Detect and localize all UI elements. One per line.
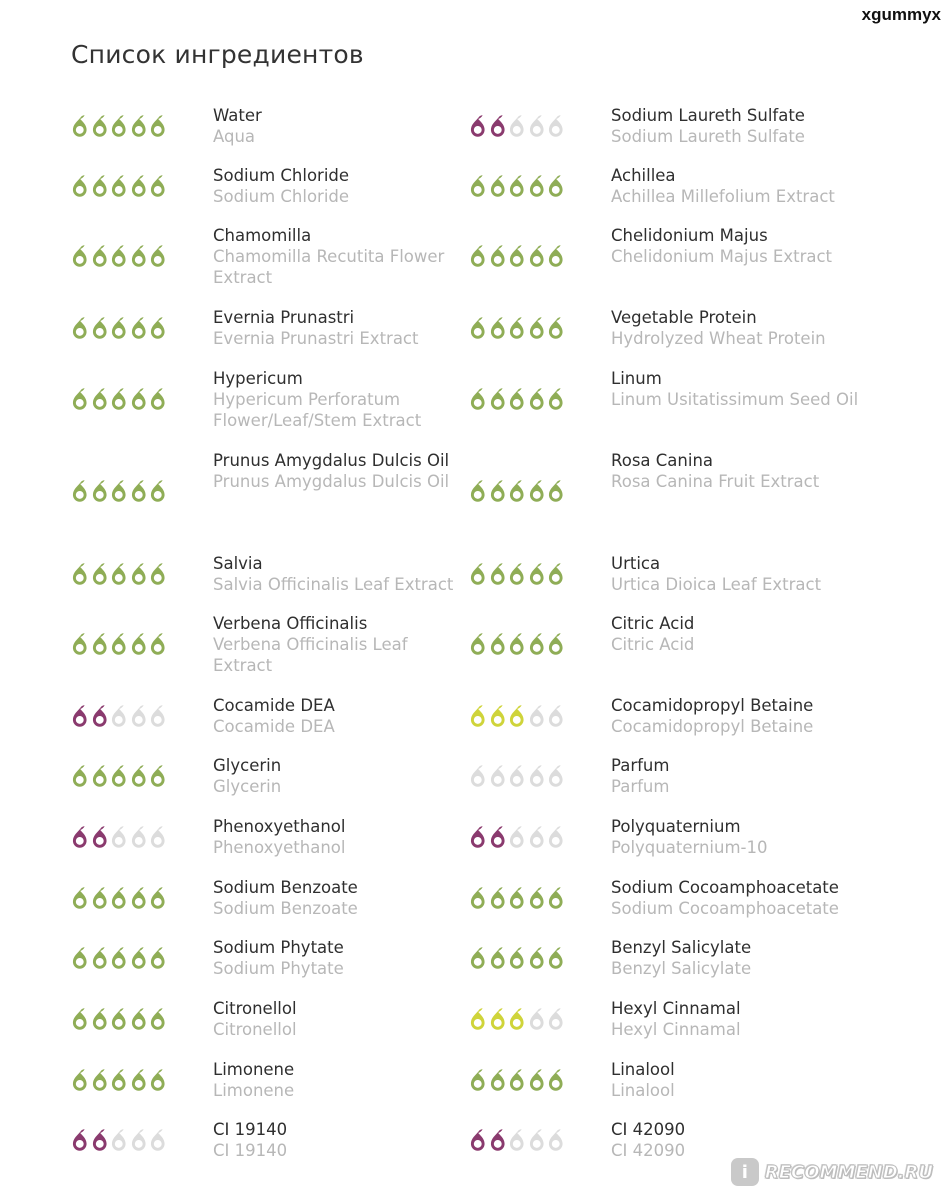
ingredient-name[interactable]: Cocamidopropyl Betaine — [611, 696, 814, 715]
drop-filled-icon — [90, 1126, 110, 1156]
ingredient-inci-name: Sodium Phytate — [213, 959, 344, 978]
drop-filled-icon — [70, 242, 90, 272]
ingredient-name[interactable]: Hexyl Cinnamal — [611, 999, 741, 1018]
ingredient-name[interactable]: CI 42090 — [611, 1120, 686, 1139]
ingredient-names — [611, 998, 871, 1040]
drop-filled-icon — [546, 477, 566, 507]
drop-filled-icon — [109, 560, 129, 590]
drop-empty-icon — [129, 702, 149, 732]
drop-filled-icon — [148, 1066, 168, 1096]
drop-filled-icon — [507, 385, 527, 415]
ingredient-name[interactable]: Limonene — [213, 1060, 295, 1079]
ingredient-names — [611, 1059, 871, 1101]
drop-filled-icon — [70, 112, 90, 142]
drop-empty-icon — [109, 1126, 129, 1156]
drop-filled-icon — [546, 172, 566, 202]
ingredient-names — [213, 613, 471, 676]
ingredient-name[interactable]: Cocamide DEA — [213, 696, 335, 715]
drop-filled-icon — [109, 1005, 129, 1035]
safety-rating — [70, 112, 168, 142]
drop-filled-icon — [468, 112, 488, 142]
drop-filled-icon — [468, 702, 488, 732]
drop-filled-icon — [129, 1066, 149, 1096]
ingredient-inci-name: Achillea Millefolium Extract — [611, 187, 835, 206]
safety-rating — [468, 702, 566, 732]
drop-empty-icon — [507, 1126, 527, 1156]
ingredient-names — [611, 816, 871, 858]
drop-filled-icon — [488, 884, 508, 914]
drop-empty-icon — [507, 112, 527, 142]
drop-filled-icon — [488, 477, 508, 507]
ingredient-names — [611, 450, 871, 492]
ingredient-inci-name: Limonene — [213, 1081, 295, 1100]
safety-rating — [468, 1126, 566, 1156]
drop-filled-icon — [507, 560, 527, 590]
watermark-text: RECOMMEND.RU — [764, 1161, 933, 1183]
ingredient-inci-name: CI 42090 — [611, 1141, 686, 1160]
ingredient-name[interactable]: Hypericum — [213, 369, 303, 388]
drop-filled-icon — [488, 385, 508, 415]
ingredient-name[interactable]: Sodium Phytate — [213, 938, 344, 957]
drop-filled-icon — [148, 762, 168, 792]
username[interactable]: xgummyx — [861, 5, 941, 24]
ingredient-name[interactable]: Vegetable Protein — [611, 308, 757, 327]
recommend-logo-icon: i — [731, 1158, 759, 1186]
drop-filled-icon — [90, 702, 110, 732]
drop-filled-icon — [90, 884, 110, 914]
ingredient-name[interactable]: Benzyl Salicylate — [611, 938, 752, 957]
safety-rating — [468, 884, 566, 914]
safety-rating — [70, 884, 168, 914]
drop-filled-icon — [527, 385, 547, 415]
drop-filled-icon — [507, 1066, 527, 1096]
ingredient-names — [611, 877, 871, 919]
drop-filled-icon — [109, 172, 129, 202]
safety-rating — [70, 944, 168, 974]
drop-empty-icon — [129, 823, 149, 853]
drop-filled-icon — [70, 702, 90, 732]
drop-empty-icon — [109, 823, 129, 853]
drop-filled-icon — [70, 385, 90, 415]
drop-filled-icon — [129, 884, 149, 914]
drop-filled-icon — [109, 884, 129, 914]
ingredient-names — [611, 307, 871, 349]
safety-rating — [70, 702, 168, 732]
ingredient-inci-name: Prunus Amygdalus Dulcis Oil — [213, 472, 450, 491]
drop-filled-icon — [129, 944, 149, 974]
ingredient-inci-name: Cocamidopropyl Betaine — [611, 717, 814, 736]
safety-rating — [70, 1066, 168, 1096]
drop-filled-icon — [507, 702, 527, 732]
drop-filled-icon — [507, 172, 527, 202]
ingredient-name[interactable]: Polyquaternium — [611, 817, 741, 836]
drop-empty-icon — [148, 823, 168, 853]
drop-filled-icon — [129, 314, 149, 344]
ingredient-names — [611, 755, 871, 797]
drop-filled-icon — [129, 385, 149, 415]
safety-rating — [70, 242, 168, 272]
drop-filled-icon — [527, 884, 547, 914]
safety-rating — [70, 314, 168, 344]
drop-filled-icon — [148, 172, 168, 202]
drop-empty-icon — [546, 823, 566, 853]
ingredient-inci-name: Parfum — [611, 777, 670, 796]
drop-filled-icon — [488, 242, 508, 272]
safety-rating — [468, 560, 566, 590]
drop-filled-icon — [129, 172, 149, 202]
safety-rating — [70, 1005, 168, 1035]
drop-filled-icon — [90, 112, 110, 142]
safety-rating — [468, 944, 566, 974]
drop-filled-icon — [507, 477, 527, 507]
drop-filled-icon — [70, 762, 90, 792]
safety-rating — [468, 172, 566, 202]
drop-filled-icon — [148, 944, 168, 974]
ingredient-names — [611, 225, 871, 267]
watermark — [731, 1158, 933, 1186]
drop-filled-icon — [109, 314, 129, 344]
safety-rating — [70, 823, 168, 853]
drop-empty-icon — [488, 762, 508, 792]
drop-filled-icon — [109, 1066, 129, 1096]
drop-filled-icon — [488, 112, 508, 142]
ingredient-name[interactable]: Glycerin — [213, 756, 282, 775]
drop-empty-icon — [527, 1126, 547, 1156]
ingredient-name[interactable]: Chelidonium Majus — [611, 226, 768, 245]
drop-filled-icon — [488, 1126, 508, 1156]
drop-filled-icon — [90, 477, 110, 507]
safety-rating — [70, 630, 168, 660]
drop-empty-icon — [507, 762, 527, 792]
ingredient-names — [213, 307, 471, 349]
drop-filled-icon — [488, 630, 508, 660]
drop-filled-icon — [527, 172, 547, 202]
drop-filled-icon — [90, 314, 110, 344]
drop-filled-icon — [90, 944, 110, 974]
drop-empty-icon — [546, 1005, 566, 1035]
safety-rating — [468, 1066, 566, 1096]
drop-filled-icon — [148, 385, 168, 415]
drop-filled-icon — [488, 823, 508, 853]
drop-filled-icon — [468, 385, 488, 415]
ingredient-inci-name: Sodium Cocoamphoacetate — [611, 899, 839, 918]
drop-filled-icon — [468, 884, 488, 914]
drop-filled-icon — [488, 560, 508, 590]
ingredient-names — [213, 877, 471, 919]
ingredient-name[interactable]: Citronellol — [213, 999, 297, 1018]
drop-filled-icon — [468, 1005, 488, 1035]
ingredient-inci-name: Rosa Canina Fruit Extract — [611, 472, 820, 491]
drop-filled-icon — [148, 884, 168, 914]
drop-empty-icon — [546, 702, 566, 732]
ingredient-inci-name: Benzyl Salicylate — [611, 959, 752, 978]
drop-filled-icon — [90, 172, 110, 202]
drop-filled-icon — [109, 112, 129, 142]
drop-filled-icon — [468, 242, 488, 272]
drop-empty-icon — [148, 1126, 168, 1156]
ingredient-inci-name: Aqua — [213, 127, 256, 146]
ingredient-names — [213, 695, 471, 737]
drop-filled-icon — [507, 242, 527, 272]
drop-filled-icon — [90, 385, 110, 415]
drop-filled-icon — [90, 560, 110, 590]
ingredient-name[interactable]: Prunus Amygdalus Dulcis Oil — [213, 451, 450, 470]
ingredient-names — [213, 553, 471, 595]
drop-filled-icon — [148, 630, 168, 660]
ingredient-name[interactable]: Linum — [611, 369, 662, 388]
safety-rating — [70, 477, 168, 507]
ingredient-inci-name: Chelidonium Majus Extract — [611, 247, 833, 266]
ingredient-names — [611, 695, 871, 737]
ingredient-inci-name: Linum Usitatissimum Seed Oil — [611, 390, 859, 409]
drop-filled-icon — [488, 702, 508, 732]
ingredient-inci-name: Linalool — [611, 1081, 675, 1100]
drop-filled-icon — [468, 172, 488, 202]
drop-filled-icon — [468, 314, 488, 344]
drop-filled-icon — [148, 1005, 168, 1035]
ingredient-inci-name: Sodium Chloride — [213, 187, 350, 206]
drop-filled-icon — [109, 477, 129, 507]
ingredient-name[interactable]: CI 19140 — [213, 1120, 288, 1139]
drop-filled-icon — [129, 477, 149, 507]
drop-filled-icon — [70, 1126, 90, 1156]
drop-filled-icon — [129, 560, 149, 590]
ingredient-name[interactable]: Sodium Cocoamphoacetate — [611, 878, 839, 897]
safety-rating — [468, 762, 566, 792]
drop-filled-icon — [546, 884, 566, 914]
drop-filled-icon — [129, 630, 149, 660]
drop-empty-icon — [546, 112, 566, 142]
drop-filled-icon — [129, 762, 149, 792]
drop-empty-icon — [546, 1126, 566, 1156]
drop-filled-icon — [468, 1066, 488, 1096]
drop-filled-icon — [90, 1005, 110, 1035]
drop-filled-icon — [90, 1066, 110, 1096]
ingredient-inci-name: Phenoxyethanol — [213, 838, 346, 857]
ingredient-names — [213, 755, 471, 797]
safety-rating — [468, 314, 566, 344]
ingredient-name[interactable]: Urtica — [611, 554, 661, 573]
drop-filled-icon — [507, 630, 527, 660]
safety-rating — [70, 762, 168, 792]
ingredient-name[interactable]: Phenoxyethanol — [213, 817, 346, 836]
ingredient-name[interactable]: Salvia — [213, 554, 263, 573]
safety-rating — [468, 630, 566, 660]
safety-rating — [468, 112, 566, 142]
drop-filled-icon — [468, 1126, 488, 1156]
ingredient-names — [213, 105, 471, 147]
drop-filled-icon — [546, 242, 566, 272]
drop-filled-icon — [527, 1066, 547, 1096]
ingredient-inci-name: Salvia Officinalis Leaf Extract — [213, 575, 454, 594]
drop-filled-icon — [468, 944, 488, 974]
ingredient-name[interactable]: Linalool — [611, 1060, 675, 1079]
ingredient-inci-name: Evernia Prunastri Extract — [213, 329, 419, 348]
drop-filled-icon — [109, 242, 129, 272]
drop-empty-icon — [527, 112, 547, 142]
drop-filled-icon — [507, 1005, 527, 1035]
ingredient-inci-name: CI 19140 — [213, 1141, 288, 1160]
drop-filled-icon — [507, 314, 527, 344]
ingredient-names — [611, 105, 871, 147]
ingredient-inci-name: Verbena Officinalis Leaf Extract — [213, 635, 408, 675]
ingredient-inci-name: Citric Acid — [611, 635, 695, 654]
drop-filled-icon — [90, 762, 110, 792]
safety-rating — [468, 385, 566, 415]
safety-rating — [70, 172, 168, 202]
drop-filled-icon — [109, 944, 129, 974]
drop-filled-icon — [546, 944, 566, 974]
page-title: Список ингредиентов — [71, 40, 364, 69]
drop-filled-icon — [148, 560, 168, 590]
ingredient-inci-name: Urtica Dioica Leaf Extract — [611, 575, 822, 594]
safety-rating — [70, 1126, 168, 1156]
safety-rating — [70, 385, 168, 415]
drop-empty-icon — [468, 762, 488, 792]
drop-filled-icon — [70, 477, 90, 507]
safety-rating — [468, 823, 566, 853]
ingredient-name[interactable]: Chamomilla — [213, 226, 312, 245]
drop-filled-icon — [148, 242, 168, 272]
drop-filled-icon — [546, 385, 566, 415]
drop-filled-icon — [468, 823, 488, 853]
drop-filled-icon — [90, 823, 110, 853]
ingredient-inci-name: Hydrolyzed Wheat Protein — [611, 329, 826, 348]
drop-filled-icon — [148, 112, 168, 142]
drop-empty-icon — [129, 1126, 149, 1156]
drop-filled-icon — [488, 1066, 508, 1096]
ingredient-names — [611, 613, 871, 655]
drop-filled-icon — [90, 630, 110, 660]
ingredient-name[interactable]: Sodium Chloride — [213, 166, 350, 185]
ingredient-names — [213, 1119, 471, 1161]
ingredient-names — [213, 368, 471, 431]
drop-filled-icon — [148, 477, 168, 507]
ingredient-inci-name: Sodium Benzoate — [213, 899, 358, 918]
ingredient-names — [611, 368, 871, 410]
drop-filled-icon — [70, 630, 90, 660]
ingredient-inci-name: Glycerin — [213, 777, 282, 796]
drop-filled-icon — [546, 314, 566, 344]
safety-rating — [468, 477, 566, 507]
ingredient-name[interactable]: Parfum — [611, 756, 670, 775]
drop-filled-icon — [488, 314, 508, 344]
ingredient-name[interactable]: Achillea — [611, 166, 676, 185]
drop-filled-icon — [527, 560, 547, 590]
drop-filled-icon — [109, 630, 129, 660]
ingredient-name[interactable]: Sodium Laureth Sulfate — [611, 106, 805, 125]
drop-empty-icon — [527, 823, 547, 853]
drop-filled-icon — [527, 314, 547, 344]
ingredient-names — [213, 450, 471, 492]
ingredient-names — [213, 937, 471, 979]
safety-rating — [468, 1005, 566, 1035]
drop-filled-icon — [70, 823, 90, 853]
drop-filled-icon — [70, 1066, 90, 1096]
drop-empty-icon — [527, 1005, 547, 1035]
drop-filled-icon — [468, 477, 488, 507]
drop-filled-icon — [109, 385, 129, 415]
ingredient-inci-name: Chamomilla Recutita Flower Extract — [213, 247, 445, 287]
drop-empty-icon — [546, 762, 566, 792]
ingredient-name[interactable]: Sodium Benzoate — [213, 878, 358, 897]
ingredient-names — [213, 165, 471, 207]
ingredient-name[interactable]: Citric Acid — [611, 614, 695, 633]
drop-filled-icon — [70, 314, 90, 344]
drop-filled-icon — [129, 112, 149, 142]
drop-filled-icon — [488, 172, 508, 202]
ingredient-names — [213, 998, 471, 1040]
drop-filled-icon — [109, 762, 129, 792]
drop-filled-icon — [468, 630, 488, 660]
drop-filled-icon — [468, 560, 488, 590]
safety-rating — [70, 560, 168, 590]
ingredient-names — [213, 225, 471, 288]
drop-filled-icon — [527, 242, 547, 272]
ingredient-names — [213, 1059, 471, 1101]
ingredient-inci-name: Citronellol — [213, 1020, 297, 1039]
drop-empty-icon — [527, 702, 547, 732]
drop-empty-icon — [527, 762, 547, 792]
drop-filled-icon — [70, 172, 90, 202]
ingredient-inci-name: Hypericum Perforatum Flower/Leaf/Stem Extract — [213, 390, 422, 430]
drop-filled-icon — [507, 884, 527, 914]
ingredient-name[interactable]: Water — [213, 106, 262, 125]
ingredient-name[interactable]: Verbena Officinalis — [213, 614, 368, 633]
ingredient-inci-name: Hexyl Cinnamal — [611, 1020, 741, 1039]
drop-empty-icon — [109, 702, 129, 732]
ingredient-name[interactable]: Rosa Canina — [611, 451, 714, 470]
drop-filled-icon — [488, 944, 508, 974]
drop-filled-icon — [527, 477, 547, 507]
drop-filled-icon — [546, 1066, 566, 1096]
drop-filled-icon — [148, 314, 168, 344]
drop-filled-icon — [129, 242, 149, 272]
drop-filled-icon — [527, 630, 547, 660]
drop-filled-icon — [527, 944, 547, 974]
ingredient-names — [611, 937, 871, 979]
ingredient-inci-name: Sodium Laureth Sulfate — [611, 127, 805, 146]
ingredient-names — [611, 1119, 871, 1161]
drop-filled-icon — [70, 944, 90, 974]
ingredient-inci-name: Polyquaternium-10 — [611, 838, 768, 857]
drop-empty-icon — [507, 823, 527, 853]
drop-filled-icon — [546, 560, 566, 590]
ingredient-names — [611, 553, 871, 595]
drop-filled-icon — [488, 1005, 508, 1035]
ingredient-name[interactable]: Evernia Prunastri — [213, 308, 355, 327]
drop-filled-icon — [507, 944, 527, 974]
drop-filled-icon — [70, 884, 90, 914]
drop-filled-icon — [70, 1005, 90, 1035]
drop-empty-icon — [148, 702, 168, 732]
ingredient-names — [213, 816, 471, 858]
safety-rating — [468, 242, 566, 272]
ingredient-names — [611, 165, 871, 207]
drop-filled-icon — [546, 630, 566, 660]
drop-filled-icon — [70, 560, 90, 590]
ingredient-inci-name: Cocamide DEA — [213, 717, 335, 736]
drop-filled-icon — [90, 242, 110, 272]
drop-filled-icon — [129, 1005, 149, 1035]
